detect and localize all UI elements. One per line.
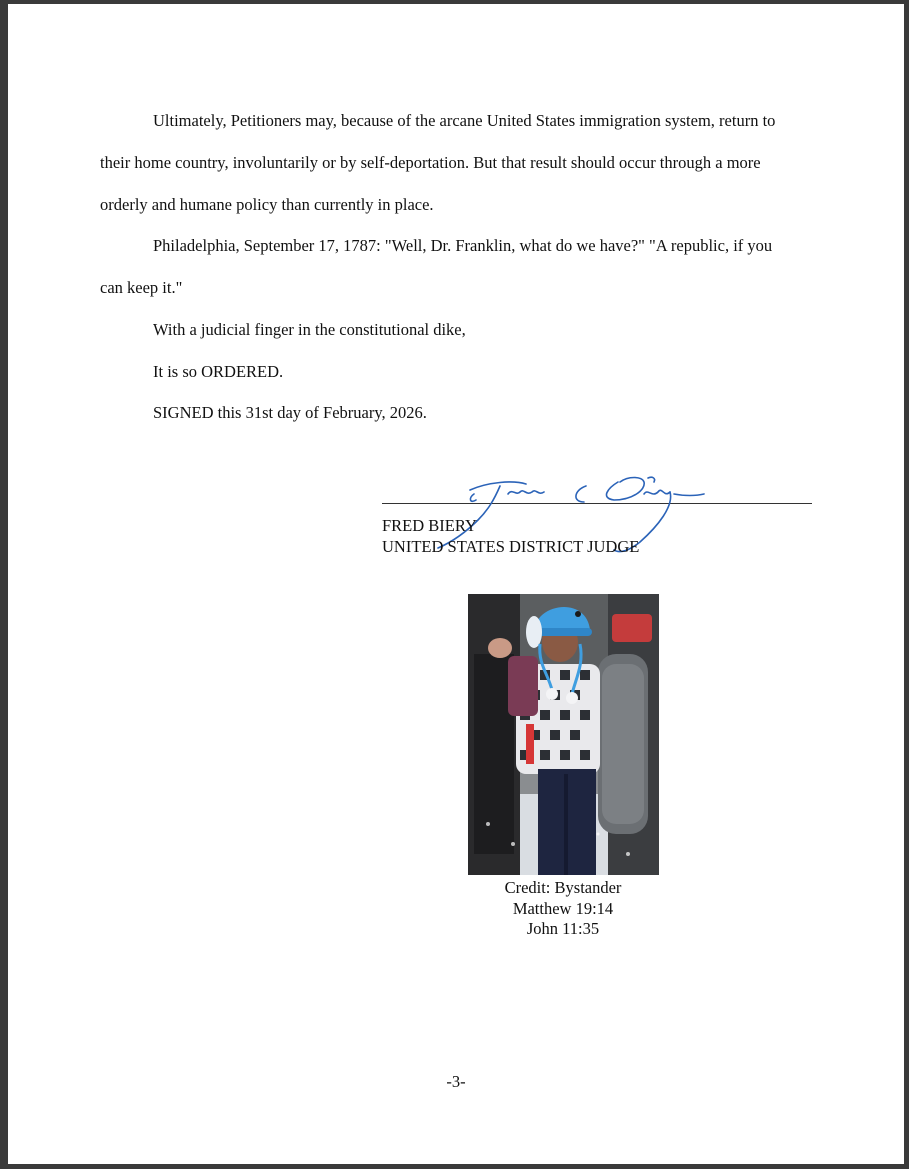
document-page: [8, 4, 904, 1164]
judge-title: UNITED STATES DISTRICT JUDGE: [382, 537, 640, 556]
signed-date-line: SIGNED this 31st day of February, 2026.: [153, 403, 427, 422]
paragraph-1-line-3: orderly and humane policy than currently in place.: [100, 195, 434, 214]
judge-name: FRED BIERY: [382, 516, 477, 535]
paragraph-3: With a judicial finger in the constitutional dike,: [153, 320, 466, 339]
paragraph-1-line-1: Ultimately, Petitioners may, because of the arcane United States immigration system, return to: [153, 111, 776, 130]
child-in-blue-hat-photo: [468, 594, 659, 875]
paragraph-2-line-2: can keep it.": [100, 278, 183, 297]
paragraph-1-line-2: their home country, involuntarily or by self-deportation. But that result should occur through a more: [100, 153, 761, 172]
ordered-line: It is so ORDERED.: [153, 362, 284, 381]
paragraph-2-line-1: Philadelphia, September 17, 1787: "Well, Dr. Franklin, what do we have?" "A republic, if you: [153, 236, 773, 255]
scripture-reference-1: Matthew 19:14: [512, 899, 614, 918]
scripture-reference-2: John 11:35: [526, 919, 600, 938]
photo-credit: Credit: Bystander: [504, 878, 622, 897]
page-number: -3-: [446, 1072, 466, 1091]
